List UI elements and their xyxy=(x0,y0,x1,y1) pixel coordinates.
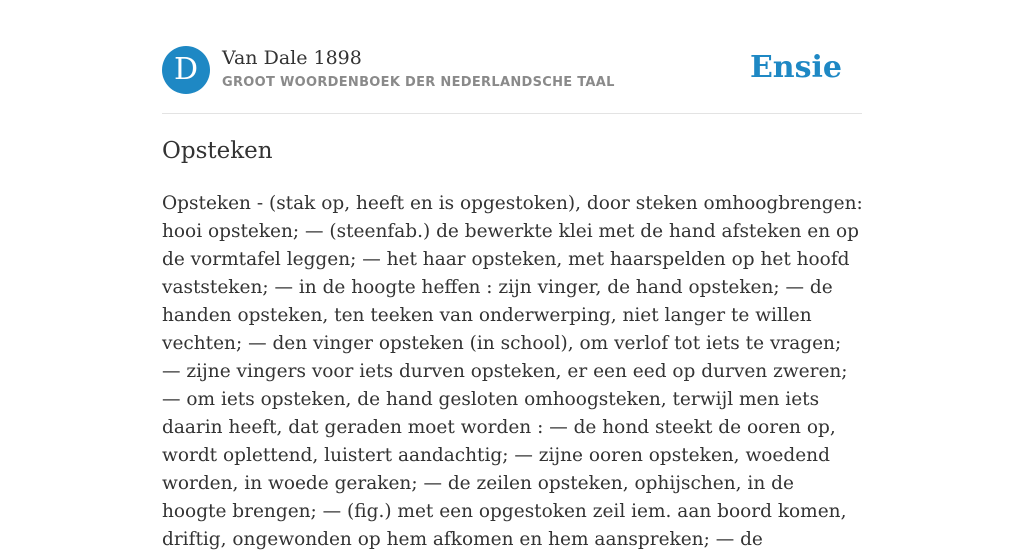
entry-definition: Opsteken - (stak op, heeft en is opgestoken), door steken omhoogbrengen: hooi opsteken; — (steenfab.) de bewerkte klei met de hand afsteken en op de vormtafel leggen; — het haar opsteken, met haarspelden op het hoofd vaststeken; — in de hoogte heffen : zijn vinger, de hand opsteken; — de handen opsteken, ten teeken van onderwerping, niet langer te willen vechten; — den vinger opsteken (in school), om verlof tot iets te vragen; — zijne vingers voor iets durven opsteken, er een eed op durven zweren; — om iets opsteken, de hand gesloten omhoogsteken, terwijl men iets daarin heeft, dat geraden moet worden : — de hond steekt de ooren op, wordt oplettend, luistert aandachtig; — zijne ooren opsteken, woedend worden, in woede geraken; — de zeilen opsteken, ophijschen, in de hoogte brengen; — (fig.) met een opgestoken zeil iem. aan boord komen, driftig, ongewonden op hem afkomen en hem aanspreken; — de xyxy=(162,193,863,550)
source-subtitle: GROOT WOORDENBOEK DER NEDERLANDSCHE TAAL xyxy=(222,75,615,90)
ensie-logo[interactable]: Ensie xyxy=(749,50,842,85)
entry-title: Opsteken xyxy=(162,138,273,164)
header-divider xyxy=(162,113,862,114)
source-header xyxy=(162,46,862,98)
source-avatar[interactable]: D xyxy=(162,46,210,94)
source-title[interactable]: Van Dale 1898 xyxy=(222,47,362,69)
page-container xyxy=(162,0,863,550)
